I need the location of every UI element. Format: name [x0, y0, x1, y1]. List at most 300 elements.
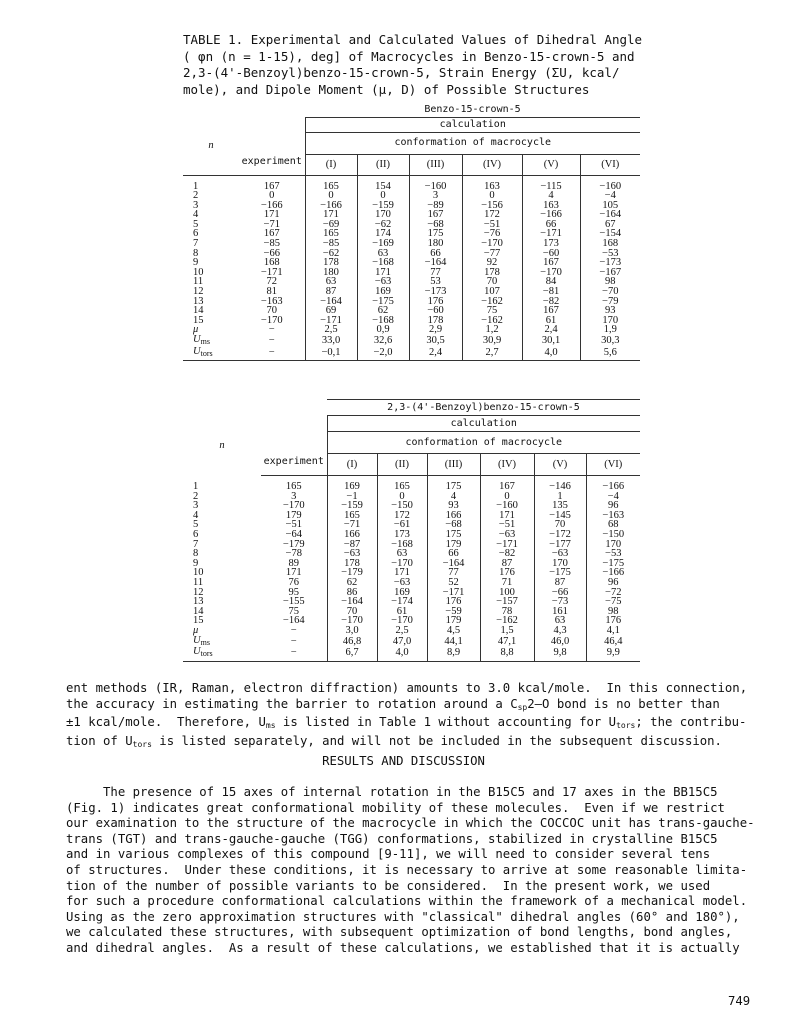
table-cell: 169: [327, 476, 377, 492]
row-label: μ: [193, 624, 199, 636]
table-cell: 70: [462, 277, 522, 287]
table-cell: 66: [409, 249, 462, 259]
table-cell: 70: [534, 520, 586, 530]
table-cell: 0: [269, 190, 275, 202]
table-cell: −150: [586, 530, 640, 540]
table-cell: 4: [522, 191, 580, 201]
table-cell: 30,9: [462, 335, 522, 347]
table-cell: −85: [263, 238, 280, 250]
table-row: [183, 220, 640, 230]
table-cell: −175: [357, 297, 409, 307]
table-cell: 87: [534, 578, 586, 588]
table-cell: 170: [586, 540, 640, 550]
row-label: 1: [193, 180, 199, 192]
table-cell: −146: [534, 476, 586, 492]
table-cell: 62: [327, 578, 377, 588]
table-cell: 179: [427, 540, 480, 550]
table-row: [183, 511, 640, 521]
table-cell: −51: [462, 220, 522, 230]
table-cell: −174: [377, 597, 427, 607]
table-cell: −2,0: [357, 347, 409, 361]
table-cell: 170: [580, 316, 640, 326]
column-header: (I): [327, 454, 377, 476]
row-label: μ: [193, 324, 199, 336]
table-cell: 2,4: [409, 347, 462, 361]
table-cell: 66: [522, 220, 580, 230]
table-cell: 180: [409, 239, 462, 249]
table-cell: 176: [480, 568, 534, 578]
table-cell: 9,9: [586, 647, 640, 661]
row-label: $U_{ms}$: [193, 634, 210, 647]
row-label: 5: [193, 218, 199, 230]
table-cell: −63: [377, 578, 427, 588]
table-cell: 165: [327, 511, 377, 521]
table-cell: 30,3: [580, 335, 640, 347]
table-cell: 2,5: [305, 325, 357, 335]
table-cell: −82: [480, 549, 534, 559]
text-line: of structures. Under these conditions, it is necessary to arrive at some reasonable limita-: [66, 862, 748, 877]
table-cell: 165: [285, 481, 302, 492]
table-cell: −163: [260, 295, 283, 307]
table-cell: 2,5: [377, 626, 427, 636]
table-cell: −164: [282, 615, 305, 627]
table-cell: −170: [522, 268, 580, 278]
table-cell: −63: [480, 530, 534, 540]
table-cell: 176: [586, 616, 640, 626]
table-cell: −166: [586, 476, 640, 492]
paragraph-results-discussion: [66, 785, 756, 957]
table-cell: 46,4: [586, 636, 640, 648]
table-title: Benzo-15-crown-5: [305, 104, 640, 117]
row-label: 5: [193, 519, 199, 531]
table-cell: 6,7: [327, 647, 377, 661]
table-cell: −115: [522, 175, 580, 191]
table-cell: 63: [377, 549, 427, 559]
table-cell: 71: [480, 578, 534, 588]
row-label: 15: [193, 615, 204, 627]
column-header: (VI): [580, 154, 640, 175]
table-cell: 165: [305, 175, 357, 191]
table-cell: 165: [377, 476, 427, 492]
conformation-header: conformation of macrocycle: [327, 432, 640, 454]
table-cell: −: [261, 647, 327, 661]
row-label: $U_{tors}$: [183, 347, 239, 361]
table-cell: −160: [480, 501, 534, 511]
table-cell: 172: [377, 511, 427, 521]
table-cell: −166: [305, 201, 357, 211]
table-cell: −170: [377, 616, 427, 626]
table-cell: 178: [462, 268, 522, 278]
table-cell: −60: [409, 306, 462, 316]
table-cell: −164: [327, 597, 377, 607]
calculation-header: calculation: [327, 416, 640, 432]
table-cell: −170: [282, 500, 305, 512]
table-cell: 100: [480, 588, 534, 598]
column-header: (IV): [462, 154, 522, 175]
page-number: 749: [728, 994, 751, 1008]
table-cell: 178: [409, 316, 462, 326]
table-cell: 1: [534, 492, 586, 502]
table-row: [183, 559, 640, 569]
row-label: 14: [193, 305, 204, 317]
table-row: [183, 210, 640, 220]
text-line: ±1 kcal/mole. Therefore, $U_{ms}$ is listed in Table 1 without accounting for $U_{tors}$; the contribu-: [66, 715, 747, 731]
table-cell: 68: [586, 520, 640, 530]
table-cell: 63: [305, 277, 357, 287]
table-cell: −163: [586, 511, 640, 521]
table-cell: −: [268, 335, 275, 346]
table-cell: −172: [534, 530, 586, 540]
table-row: [183, 578, 640, 588]
table-row: [183, 616, 640, 626]
table-cell: −157: [480, 597, 534, 607]
table-cell: 1,5: [480, 626, 534, 636]
table-cell: 61: [377, 607, 427, 617]
table-cell: −63: [357, 277, 409, 287]
table-cell: −154: [580, 229, 640, 239]
row-label: 4: [193, 509, 199, 521]
table-cell: 89: [288, 557, 299, 569]
table-cell: 8,9: [427, 647, 480, 661]
table-cell: 170: [534, 559, 586, 569]
table-cell: −85: [305, 239, 357, 249]
table-cell: −171: [305, 316, 357, 326]
row-label: 14: [193, 605, 204, 617]
table-cell: 46,0: [534, 636, 586, 648]
table-cell: −170: [377, 559, 427, 569]
table-row: [183, 191, 640, 201]
table-cell: −164: [580, 210, 640, 220]
table-cell: −170: [462, 239, 522, 249]
text-line: trans (TGT) and trans-gauche-gauche (TGG) conformations, stabilized in crystalline B15C5: [66, 831, 718, 846]
table-cell: −160: [580, 175, 640, 191]
row-label: 10: [193, 567, 204, 579]
column-header: (VI): [586, 454, 640, 476]
table-cell: 0: [480, 492, 534, 502]
table-cell: −171: [480, 540, 534, 550]
section-heading: RESULTS AND DISCUSSION: [322, 754, 485, 768]
row-label: 12: [193, 586, 204, 598]
table-cell: 169: [377, 588, 427, 598]
table-row: [183, 325, 640, 335]
table-cell: −: [239, 347, 305, 361]
column-header: (III): [427, 454, 480, 476]
table-cell: −0,1: [305, 347, 357, 361]
table-cell: −145: [534, 511, 586, 521]
table-cell: 163: [462, 175, 522, 191]
row-label: 8: [193, 548, 199, 560]
row-label: 7: [193, 538, 199, 550]
table-benzoyl-benzo-15-crown-5: [183, 399, 640, 662]
table-cell: 63: [357, 249, 409, 259]
table-cell: −63: [534, 549, 586, 559]
table-cell: 61: [522, 316, 580, 326]
row-label: 3: [193, 199, 199, 211]
table-cell: 87: [480, 559, 534, 569]
table-cell: −173: [580, 258, 640, 268]
table-cell: −155: [282, 596, 305, 608]
table-cell: −179: [327, 568, 377, 578]
table-cell: −166: [522, 210, 580, 220]
table-cell: −171: [260, 266, 283, 278]
table-cell: −164: [409, 258, 462, 268]
column-header: (II): [377, 454, 427, 476]
table-cell: −175: [586, 559, 640, 569]
table-cell: 171: [305, 210, 357, 220]
table-cell: −71: [327, 520, 377, 530]
table-cell: −76: [462, 229, 522, 239]
table-cell: −64: [285, 528, 302, 540]
n-header: n: [208, 139, 214, 151]
table-cell: −72: [586, 588, 640, 598]
table-row: [183, 520, 640, 530]
table-cell: −166: [260, 199, 283, 211]
row-label: 13: [193, 596, 204, 608]
table-cell: 8,8: [480, 647, 534, 661]
table-cell: −171: [522, 229, 580, 239]
table-row: [183, 297, 640, 307]
table-cell: −82: [522, 297, 580, 307]
row-label: 9: [193, 257, 199, 269]
table-cell: 167: [480, 476, 534, 492]
table-cell: −: [290, 624, 297, 636]
table-cell: 69: [305, 306, 357, 316]
table-cell: 163: [522, 201, 580, 211]
table-cell: 81: [266, 286, 277, 298]
table-row: [183, 268, 640, 278]
table-row: [183, 249, 640, 259]
table-cell: 53: [409, 277, 462, 287]
table-cell: 70: [266, 305, 277, 317]
table-cell: −51: [285, 519, 302, 531]
table-cell: −69: [305, 220, 357, 230]
table-cell: 75: [462, 306, 522, 316]
table-cell: 1,2: [462, 325, 522, 335]
table-cell: −168: [357, 258, 409, 268]
text-line: for such a procedure conformational calculations within the framework of a mechanical model.: [66, 894, 748, 909]
table-cell: −70: [580, 287, 640, 297]
table-cell: 84: [522, 277, 580, 287]
table-cell: −73: [534, 597, 586, 607]
table-row: [183, 568, 640, 578]
table-cell: 3,0: [327, 626, 377, 636]
table-cell: 175: [409, 229, 462, 239]
table-cell: 87: [305, 287, 357, 297]
table-cell: 174: [357, 229, 409, 239]
row-label: 2: [193, 490, 199, 502]
table-cell: 173: [377, 530, 427, 540]
table-cell: 171: [377, 568, 427, 578]
table-cell: 0: [377, 492, 427, 502]
table-row: [183, 316, 640, 326]
table-cell: −66: [534, 588, 586, 598]
column-header: (V): [522, 154, 580, 175]
table-row: [183, 258, 640, 268]
table-cell: 46,8: [327, 636, 377, 648]
table-row: [183, 201, 640, 211]
table-cell: 4,0: [377, 647, 427, 661]
table-cell: −77: [462, 249, 522, 259]
table-cell: 179: [285, 509, 302, 521]
paragraph-methods-accuracy: [66, 681, 756, 752]
row-label: 6: [193, 528, 199, 540]
table-benzo-15-crown-5: [183, 104, 640, 361]
table-cell: 96: [586, 578, 640, 588]
table-cell: −169: [357, 239, 409, 249]
table-cell: −: [268, 324, 275, 336]
table-cell: 0: [305, 191, 357, 201]
table-cell: −162: [462, 316, 522, 326]
table-cell: 98: [580, 277, 640, 287]
table-cell: 166: [327, 530, 377, 540]
table-cell: −4: [586, 492, 640, 502]
table-row: [183, 287, 640, 297]
table-row: [183, 229, 640, 239]
table-cell: −78: [285, 548, 302, 560]
column-header: (II): [357, 154, 409, 175]
table-cell: 5,6: [580, 347, 640, 361]
table-cell: −1: [327, 492, 377, 502]
table-cell: −164: [427, 559, 480, 569]
table-cell: −81: [522, 287, 580, 297]
table-cell: −4: [580, 191, 640, 201]
table-cell: −170: [260, 314, 283, 326]
column-header: (III): [409, 154, 462, 175]
table-cell: 179: [427, 616, 480, 626]
n-header: n: [219, 439, 225, 451]
row-label: 12: [193, 286, 204, 298]
table-cell: −62: [305, 249, 357, 259]
table-cell: −63: [327, 549, 377, 559]
table-cell: −79: [580, 297, 640, 307]
text-line: Using as the zero approximation structures with "classical" dihedral angles (60° and 180°),: [66, 909, 740, 924]
experiment-header: experiment: [261, 416, 327, 476]
table-cell: 9,8: [534, 647, 586, 661]
table-cell: 171: [285, 567, 302, 579]
table-cell: −53: [580, 249, 640, 259]
table-cell: −87: [327, 540, 377, 550]
row-label: $U_{tors}$: [183, 647, 261, 661]
table-row: [183, 277, 640, 287]
column-header: (I): [305, 154, 357, 175]
table-cell: 76: [288, 576, 299, 588]
table-cell: 1,9: [580, 325, 640, 335]
table-cell: 167: [522, 306, 580, 316]
table-cell: 92: [462, 258, 522, 268]
table-cell: 70: [327, 607, 377, 617]
table-cell: −173: [409, 287, 462, 297]
text-line: and dihedral angles. As a result of these calculations, we established that it is actually: [66, 940, 740, 955]
table-cell: 169: [357, 287, 409, 297]
table-cell: −68: [427, 520, 480, 530]
table-cell: 47,1: [480, 636, 534, 648]
table-cell: −170: [327, 616, 377, 626]
table-cell: 105: [580, 201, 640, 211]
table-cell: −177: [534, 540, 586, 550]
table-cell: 167: [263, 228, 280, 240]
table-cell: 107: [462, 287, 522, 297]
table-cell: −167: [580, 268, 640, 278]
table-cell: 86: [327, 588, 377, 598]
table-cell: 2,4: [522, 325, 580, 335]
table-cell: 176: [409, 297, 462, 307]
table-row: [183, 239, 640, 249]
table-cell: 168: [580, 239, 640, 249]
table-row: [183, 335, 640, 347]
row-label: 8: [193, 247, 199, 259]
table-cell: −166: [586, 568, 640, 578]
table-cell: 173: [522, 239, 580, 249]
table-row: [183, 636, 640, 648]
table-cell: 93: [580, 306, 640, 316]
column-header: (V): [534, 454, 586, 476]
table-cell: 170: [357, 210, 409, 220]
table-cell: 0: [357, 191, 409, 201]
table-cell: 4,0: [522, 347, 580, 361]
table-cell: −162: [480, 616, 534, 626]
text-line: and in various complexes of this compound [9-11], we will need to consider several tens: [66, 847, 711, 862]
table-cell: 32,6: [357, 335, 409, 347]
conformation-header: conformation of macrocycle: [305, 132, 640, 154]
row-label: 6: [193, 228, 199, 240]
table-cell: 62: [357, 306, 409, 316]
table-cell: 4,3: [534, 626, 586, 636]
table-cell: 63: [534, 616, 586, 626]
row-label: 11: [193, 576, 204, 588]
table-cell: −171: [427, 588, 480, 598]
table-cell: 161: [534, 607, 586, 617]
row-label: 15: [193, 314, 204, 326]
table-cell: −168: [357, 316, 409, 326]
table-cell: 95: [288, 586, 299, 598]
table-cell: 75: [288, 605, 299, 617]
table-cell: 66: [427, 549, 480, 559]
table-cell: 178: [327, 559, 377, 569]
table-cell: 98: [586, 607, 640, 617]
table-cell: 166: [427, 511, 480, 521]
text-line: tion of the number of possible variants to be considered. In the present work, we used: [66, 878, 711, 893]
table-cell: 52: [427, 578, 480, 588]
table-cell: 93: [427, 501, 480, 511]
table-cell: −179: [282, 538, 305, 550]
table-cell: −156: [462, 201, 522, 211]
table-cell: 180: [305, 268, 357, 278]
table-cell: 167: [263, 180, 280, 192]
row-label: 11: [193, 276, 204, 288]
table-row: [183, 647, 640, 661]
row-label: 3: [193, 500, 199, 512]
table-cell: −61: [377, 520, 427, 530]
table-cell: −60: [522, 249, 580, 259]
table-cell: 30,5: [409, 335, 462, 347]
table-cell: 171: [480, 511, 534, 521]
table-cell: 154: [357, 175, 409, 191]
text-line: (Fig. 1) indicates great conformational mobility of these molecules. Even if we restrict: [66, 800, 725, 815]
table-row: [183, 501, 640, 511]
table-cell: −62: [357, 220, 409, 230]
table-cell: −75: [586, 597, 640, 607]
table-cell: 171: [357, 268, 409, 278]
table-cell: −160: [409, 175, 462, 191]
text-line: ent methods (IR, Raman, electron diffraction) amounts to 3.0 kcal/mole. In this connection,: [66, 681, 748, 695]
table-cell: 67: [580, 220, 640, 230]
row-label: 2: [193, 190, 199, 202]
row-label: 13: [193, 295, 204, 307]
table-cell: −175: [534, 568, 586, 578]
table-cell: −71: [263, 218, 280, 230]
table-cell: −59: [427, 607, 480, 617]
text-line: our examination to the structure of the macrocycle in which the COCCOC unit has trans-gauche-: [66, 816, 755, 831]
